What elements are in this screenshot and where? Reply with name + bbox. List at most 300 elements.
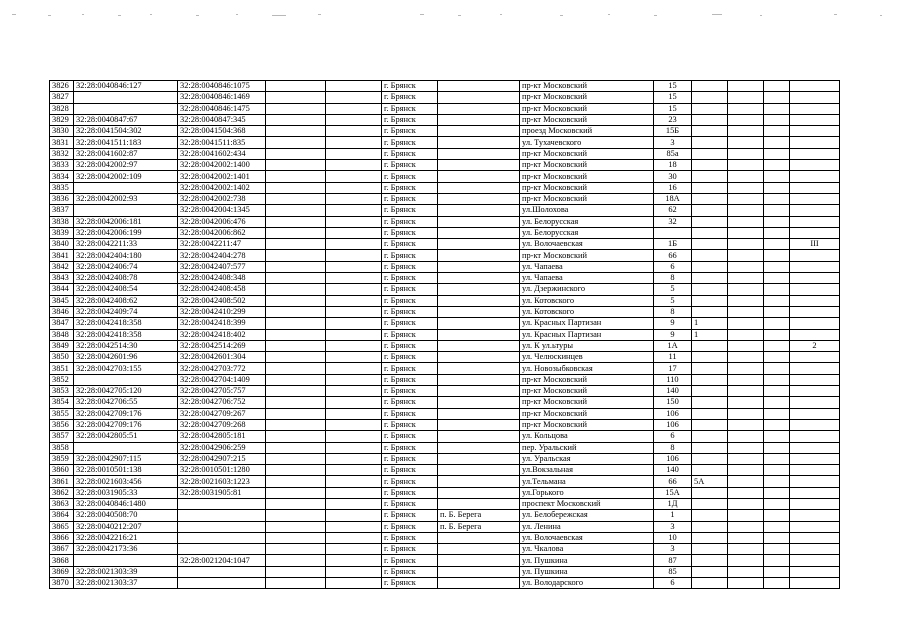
city-cell: г. Брянск <box>382 273 438 284</box>
empty-column-cell <box>764 205 790 216</box>
building-number-cell <box>692 205 728 216</box>
street-cell: пр-кт Московский <box>520 193 654 204</box>
land-cadastral-number-cell <box>74 182 178 193</box>
row-number-cell: 3854 <box>50 397 74 408</box>
building-number-cell <box>692 126 728 137</box>
land-cadastral-number-cell <box>74 555 178 566</box>
land-cadastral-number-cell <box>74 442 178 453</box>
building-cadastral-number-cell: 32:28:0042004:1345 <box>178 205 266 216</box>
house-number-cell: 8 <box>654 442 692 453</box>
locality-cell <box>438 171 520 182</box>
table-row <box>50 273 840 284</box>
scan-noise-strip <box>0 0 905 30</box>
building-cadastral-number-cell: 32:28:0042002:1400 <box>178 160 266 171</box>
building-cadastral-number-cell: 32:28:0042805:181 <box>178 431 266 442</box>
land-cadastral-number-cell <box>74 205 178 216</box>
empty-column-cell <box>728 193 764 204</box>
building-number-cell <box>692 193 728 204</box>
city-cell: г. Брянск <box>382 250 438 261</box>
apartment-cell <box>790 566 840 577</box>
locality-cell <box>438 148 520 159</box>
empty-column-cell <box>764 498 790 509</box>
empty-column-cell <box>266 340 326 351</box>
building-number-cell <box>692 408 728 419</box>
apartment-cell <box>790 306 840 317</box>
building-number-cell <box>692 453 728 464</box>
locality-cell <box>438 363 520 374</box>
street-cell: пр-кт Московский <box>520 81 654 92</box>
building-cadastral-number-cell <box>178 578 266 589</box>
street-cell: ул. К ул.ьтуры <box>520 340 654 351</box>
house-number-cell: 6 <box>654 578 692 589</box>
building-cadastral-number-cell: 32:28:0040846:1075 <box>178 81 266 92</box>
table-row <box>50 578 840 589</box>
apartment-cell <box>790 148 840 159</box>
empty-column-cell <box>764 227 790 238</box>
building-cadastral-number-cell: 32:28:0042006:476 <box>178 216 266 227</box>
city-cell: г. Брянск <box>382 182 438 193</box>
land-cadastral-number-cell: 32:28:0021603:456 <box>74 476 178 487</box>
empty-column-cell <box>728 397 764 408</box>
locality-cell <box>438 397 520 408</box>
street-cell: ул. Дзержинского <box>520 284 654 295</box>
empty-column-cell <box>326 137 382 148</box>
locality-cell <box>438 329 520 340</box>
apartment-cell <box>790 363 840 374</box>
building-number-cell <box>692 295 728 306</box>
street-cell: пр-кт Московский <box>520 160 654 171</box>
row-number-cell: 3863 <box>50 498 74 509</box>
empty-column-cell <box>764 544 790 555</box>
land-cadastral-number-cell: 32:28:0031905:33 <box>74 487 178 498</box>
empty-column-cell <box>326 386 382 397</box>
building-cadastral-number-cell: 32:28:0042410:299 <box>178 306 266 317</box>
building-cadastral-number-cell: 32:28:0041504:368 <box>178 126 266 137</box>
land-cadastral-number-cell: 32:28:0042006:199 <box>74 227 178 238</box>
empty-column-cell <box>728 182 764 193</box>
row-number-cell: 3847 <box>50 318 74 329</box>
row-number-cell: 3866 <box>50 532 74 543</box>
street-cell: проспект Московский <box>520 498 654 509</box>
empty-column-cell <box>764 295 790 306</box>
row-number-cell: 3827 <box>50 92 74 103</box>
land-cadastral-number-cell: 32:28:0042805:51 <box>74 431 178 442</box>
land-cadastral-number-cell: 32:28:0042705:120 <box>74 386 178 397</box>
row-number-cell: 3845 <box>50 295 74 306</box>
land-cadastral-number-cell: 32:28:0042408:62 <box>74 295 178 306</box>
empty-column-cell <box>326 340 382 351</box>
empty-column-cell <box>266 160 326 171</box>
locality-cell <box>438 103 520 114</box>
city-cell: г. Брянск <box>382 171 438 182</box>
city-cell: г. Брянск <box>382 193 438 204</box>
land-cadastral-number-cell: 32:28:0042408:54 <box>74 284 178 295</box>
building-cadastral-number-cell: 32:28:0010501:1280 <box>178 465 266 476</box>
empty-column-cell <box>326 510 382 521</box>
city-cell: г. Брянск <box>382 431 438 442</box>
empty-column-cell <box>326 227 382 238</box>
empty-column-cell <box>266 216 326 227</box>
empty-column-cell <box>764 160 790 171</box>
street-cell: ул. Красных Партизан <box>520 318 654 329</box>
table-row <box>50 465 840 476</box>
land-cadastral-number-cell: 32:28:0042002:97 <box>74 160 178 171</box>
city-cell: г. Брянск <box>382 465 438 476</box>
city-cell: г. Брянск <box>382 114 438 125</box>
empty-column-cell <box>326 555 382 566</box>
house-number-cell: 15 <box>654 92 692 103</box>
building-cadastral-number-cell: 32:28:0042211:47 <box>178 239 266 250</box>
building-number-cell <box>692 465 728 476</box>
locality-cell <box>438 295 520 306</box>
building-number-cell <box>692 261 728 272</box>
building-cadastral-number-cell: 32:28:0042706:752 <box>178 397 266 408</box>
empty-column-cell <box>728 386 764 397</box>
house-number-cell: 66 <box>654 250 692 261</box>
house-number-cell: 11 <box>654 352 692 363</box>
apartment-cell <box>790 227 840 238</box>
empty-column-cell <box>728 363 764 374</box>
building-cadastral-number-cell: 32:28:0040846:1475 <box>178 103 266 114</box>
building-cadastral-number-cell <box>178 510 266 521</box>
city-cell: г. Брянск <box>382 81 438 92</box>
row-number-cell: 3848 <box>50 329 74 340</box>
empty-column-cell <box>266 126 326 137</box>
locality-cell <box>438 476 520 487</box>
building-number-cell <box>692 386 728 397</box>
table-row <box>50 250 840 261</box>
apartment-cell <box>790 182 840 193</box>
locality-cell <box>438 137 520 148</box>
table-row <box>50 397 840 408</box>
locality-cell <box>438 532 520 543</box>
street-cell: ул. Волочаевская <box>520 239 654 250</box>
empty-column-cell <box>326 544 382 555</box>
house-number-cell <box>654 227 692 238</box>
land-cadastral-number-cell <box>74 103 178 114</box>
table-body <box>50 81 840 589</box>
street-cell: пр-кт Московский <box>520 148 654 159</box>
house-number-cell: 150 <box>654 397 692 408</box>
building-cadastral-number-cell <box>178 521 266 532</box>
building-number-cell <box>692 81 728 92</box>
street-cell: ул.Вокзальная <box>520 465 654 476</box>
city-cell: г. Брянск <box>382 103 438 114</box>
empty-column-cell <box>728 114 764 125</box>
empty-column-cell <box>764 521 790 532</box>
land-cadastral-number-cell: 32:28:0042601:96 <box>74 352 178 363</box>
empty-column-cell <box>266 239 326 250</box>
empty-column-cell <box>326 193 382 204</box>
street-cell: ул. Володарского <box>520 578 654 589</box>
table-row <box>50 216 840 227</box>
city-cell: г. Брянск <box>382 352 438 363</box>
table-row <box>50 363 840 374</box>
city-cell: г. Брянск <box>382 295 438 306</box>
land-cadastral-number-cell: 32:28:0042006:181 <box>74 216 178 227</box>
locality-cell <box>438 544 520 555</box>
row-number-cell: 3853 <box>50 386 74 397</box>
empty-column-cell <box>728 498 764 509</box>
empty-column-cell <box>764 148 790 159</box>
empty-column-cell <box>326 318 382 329</box>
empty-column-cell <box>728 284 764 295</box>
apartment-cell <box>790 103 840 114</box>
empty-column-cell <box>764 363 790 374</box>
empty-column-cell <box>728 408 764 419</box>
table-row <box>50 205 840 216</box>
house-number-cell: 110 <box>654 374 692 385</box>
empty-column-cell <box>728 374 764 385</box>
locality-cell <box>438 408 520 419</box>
city-cell: г. Брянск <box>382 137 438 148</box>
empty-column-cell <box>266 295 326 306</box>
building-number-cell <box>692 510 728 521</box>
street-cell: пр-кт Московский <box>520 408 654 419</box>
land-cadastral-number-cell: 32:28:0042907:115 <box>74 453 178 464</box>
empty-column-cell <box>266 566 326 577</box>
empty-column-cell <box>728 431 764 442</box>
row-number-cell: 3858 <box>50 442 74 453</box>
empty-column-cell <box>728 329 764 340</box>
empty-column-cell <box>326 160 382 171</box>
row-number-cell: 3857 <box>50 431 74 442</box>
locality-cell <box>438 261 520 272</box>
building-number-cell <box>692 216 728 227</box>
building-cadastral-number-cell: 32:28:0042418:399 <box>178 318 266 329</box>
apartment-cell: III <box>790 239 840 250</box>
street-cell: проезд Московский <box>520 126 654 137</box>
empty-column-cell <box>764 453 790 464</box>
apartment-cell <box>790 431 840 442</box>
empty-column-cell <box>764 510 790 521</box>
empty-column-cell <box>728 171 764 182</box>
row-number-cell: 3856 <box>50 419 74 430</box>
empty-column-cell <box>764 566 790 577</box>
street-cell: ул. Белорусская <box>520 216 654 227</box>
table-row <box>50 171 840 182</box>
table-row <box>50 532 840 543</box>
building-cadastral-number-cell: 32:28:0042709:268 <box>178 419 266 430</box>
empty-column-cell <box>266 532 326 543</box>
apartment-cell <box>790 555 840 566</box>
empty-column-cell <box>266 465 326 476</box>
apartment-cell <box>790 160 840 171</box>
apartment-cell <box>790 465 840 476</box>
empty-column-cell <box>326 442 382 453</box>
building-cadastral-number-cell: 32:28:0021204:1047 <box>178 555 266 566</box>
empty-column-cell <box>764 408 790 419</box>
empty-column-cell <box>266 250 326 261</box>
house-number-cell: 3 <box>654 137 692 148</box>
table-row <box>50 521 840 532</box>
building-cadastral-number-cell: 32:28:0031905:81 <box>178 487 266 498</box>
row-number-cell: 3870 <box>50 578 74 589</box>
street-cell: пр-кт Московский <box>520 419 654 430</box>
house-number-cell: 106 <box>654 408 692 419</box>
street-cell: ул. Новозыбковская <box>520 363 654 374</box>
table-row <box>50 284 840 295</box>
street-cell: ул.Горького <box>520 487 654 498</box>
row-number-cell: 3834 <box>50 171 74 182</box>
empty-column-cell <box>266 374 326 385</box>
city-cell: г. Брянск <box>382 261 438 272</box>
empty-column-cell <box>728 239 764 250</box>
empty-column-cell <box>326 578 382 589</box>
row-number-cell: 3851 <box>50 363 74 374</box>
apartment-cell <box>790 397 840 408</box>
building-cadastral-number-cell: 32:28:0042002:1402 <box>178 182 266 193</box>
street-cell: пр-кт Московский <box>520 397 654 408</box>
building-number-cell: 5А <box>692 476 728 487</box>
city-cell: г. Брянск <box>382 363 438 374</box>
locality-cell <box>438 340 520 351</box>
building-cadastral-number-cell: 32:28:0042408:348 <box>178 273 266 284</box>
street-cell: ул. Тухачевского <box>520 137 654 148</box>
empty-column-cell <box>728 306 764 317</box>
empty-column-cell <box>764 306 790 317</box>
empty-column-cell <box>266 137 326 148</box>
locality-cell <box>438 81 520 92</box>
table-row <box>50 239 840 250</box>
empty-column-cell <box>764 126 790 137</box>
apartment-cell <box>790 408 840 419</box>
building-number-cell: 1 <box>692 318 728 329</box>
empty-column-cell <box>764 374 790 385</box>
house-number-cell: 16 <box>654 182 692 193</box>
empty-column-cell <box>728 103 764 114</box>
empty-column-cell <box>728 250 764 261</box>
building-number-cell <box>692 250 728 261</box>
city-cell: г. Брянск <box>382 306 438 317</box>
city-cell: г. Брянск <box>382 160 438 171</box>
empty-column-cell <box>764 431 790 442</box>
apartment-cell <box>790 521 840 532</box>
row-number-cell: 3837 <box>50 205 74 216</box>
row-number-cell: 3844 <box>50 284 74 295</box>
row-number-cell: 3842 <box>50 261 74 272</box>
empty-column-cell <box>764 329 790 340</box>
land-cadastral-number-cell: 32:28:0042002:109 <box>74 171 178 182</box>
house-number-cell: 6 <box>654 431 692 442</box>
empty-column-cell <box>266 476 326 487</box>
building-cadastral-number-cell: 32:28:0042601:304 <box>178 352 266 363</box>
building-cadastral-number-cell: 32:28:0042709:267 <box>178 408 266 419</box>
house-number-cell: 1 <box>654 510 692 521</box>
building-number-cell <box>692 419 728 430</box>
empty-column-cell <box>326 126 382 137</box>
apartment-cell <box>790 374 840 385</box>
row-number-cell: 3843 <box>50 273 74 284</box>
table-row <box>50 544 840 555</box>
apartment-cell <box>790 442 840 453</box>
land-cadastral-number-cell: 32:28:0040846:1480 <box>74 498 178 509</box>
house-number-cell: 32 <box>654 216 692 227</box>
street-cell: ул. Красных Партизан <box>520 329 654 340</box>
land-cadastral-number-cell: 32:28:0041504:302 <box>74 126 178 137</box>
apartment-cell <box>790 193 840 204</box>
street-cell: пр-кт Московский <box>520 182 654 193</box>
house-number-cell: 3 <box>654 521 692 532</box>
row-number-cell: 3830 <box>50 126 74 137</box>
table-row <box>50 510 840 521</box>
table-row <box>50 160 840 171</box>
table-row <box>50 103 840 114</box>
apartment-cell <box>790 498 840 509</box>
building-number-cell <box>692 532 728 543</box>
house-number-cell: 15А <box>654 487 692 498</box>
empty-column-cell <box>326 92 382 103</box>
empty-column-cell <box>728 476 764 487</box>
city-cell: г. Брянск <box>382 566 438 577</box>
building-cadastral-number-cell: 32:28:0042704:1409 <box>178 374 266 385</box>
apartment-cell <box>790 216 840 227</box>
row-number-cell: 3861 <box>50 476 74 487</box>
land-cadastral-number-cell: 32:28:0021303:37 <box>74 578 178 589</box>
empty-column-cell <box>728 532 764 543</box>
table-row <box>50 453 840 464</box>
row-number-cell: 3838 <box>50 216 74 227</box>
empty-column-cell <box>764 532 790 543</box>
land-cadastral-number-cell: 32:28:0042404:180 <box>74 250 178 261</box>
empty-column-cell <box>326 532 382 543</box>
house-number-cell: 17 <box>654 363 692 374</box>
street-cell: ул. Пушкина <box>520 566 654 577</box>
street-cell: ул. Котовского <box>520 306 654 317</box>
house-number-cell: 6 <box>654 261 692 272</box>
locality-cell <box>438 318 520 329</box>
empty-column-cell <box>326 465 382 476</box>
land-cadastral-number-cell: 32:28:0042216:21 <box>74 532 178 543</box>
empty-column-cell <box>728 555 764 566</box>
building-number-cell <box>692 239 728 250</box>
empty-column-cell <box>266 498 326 509</box>
city-cell: г. Брянск <box>382 216 438 227</box>
table-row <box>50 419 840 430</box>
empty-column-cell <box>266 284 326 295</box>
house-number-cell: 15 <box>654 81 692 92</box>
table-row <box>50 329 840 340</box>
building-cadastral-number-cell: 32:28:0042006:862 <box>178 227 266 238</box>
apartment-cell <box>790 487 840 498</box>
house-number-cell: 85а <box>654 148 692 159</box>
apartment-cell <box>790 250 840 261</box>
apartment-cell <box>790 81 840 92</box>
apartment-cell: 2 <box>790 340 840 351</box>
city-cell: г. Брянск <box>382 126 438 137</box>
building-cadastral-number-cell: 32:28:0042705:757 <box>178 386 266 397</box>
building-cadastral-number-cell: 32:28:0042002:1401 <box>178 171 266 182</box>
locality-cell <box>438 453 520 464</box>
empty-column-cell <box>764 284 790 295</box>
city-cell: г. Брянск <box>382 92 438 103</box>
house-number-cell: 8 <box>654 273 692 284</box>
apartment-cell <box>790 295 840 306</box>
empty-column-cell <box>764 476 790 487</box>
empty-column-cell <box>266 521 326 532</box>
land-cadastral-number-cell: 32:28:0042703:155 <box>74 363 178 374</box>
apartment-cell <box>790 453 840 464</box>
city-cell: г. Брянск <box>382 521 438 532</box>
house-number-cell: 9 <box>654 318 692 329</box>
street-cell: ул. Белобережская <box>520 510 654 521</box>
empty-column-cell <box>728 510 764 521</box>
empty-column-cell <box>266 578 326 589</box>
city-cell: г. Брянск <box>382 487 438 498</box>
table-row <box>50 182 840 193</box>
apartment-cell <box>790 261 840 272</box>
table-row <box>50 487 840 498</box>
